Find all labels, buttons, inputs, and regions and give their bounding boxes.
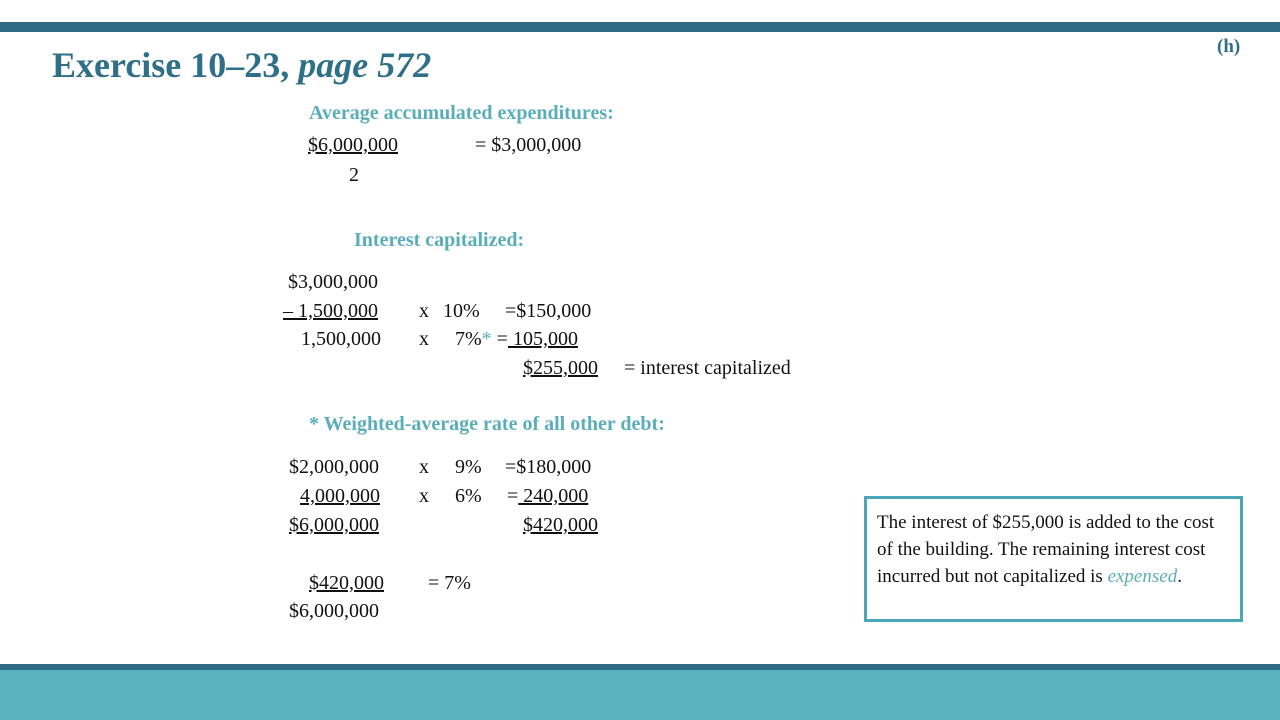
avg-result: = $3,000,000 [475,134,582,156]
wr-row1-amount: $2,000,000 [289,456,379,478]
avg-numerator: $6,000,000 [308,134,398,156]
wr-row2-result: 240,000 [518,485,589,507]
wr-fraction-numerator: $420,000 [309,572,384,594]
ic-row2-star: * [481,328,492,350]
ic-row1-x: x [419,300,429,322]
ic-row1-rate: 10% [443,300,480,322]
wr-row1-rate: 9% [455,456,482,478]
ic-row2-result: 105,000 [507,328,578,350]
wr-row2-x: x [419,485,429,507]
note-box: The interest of $255,000 is added to the cost of the building. The remaining interest cost incurred but not capitalized is expensed. [864,496,1243,622]
wr-row1-x: x [419,456,429,478]
ic-row2-x: x [419,328,429,350]
wr-row1-result: =$180,000 [505,456,592,478]
top-accent-bar [0,22,1280,32]
wr-row2-rate: 6% [455,485,482,507]
wr-fraction-denominator: $6,000,000 [289,600,379,622]
ic-row1-amount: – 1,500,000 [283,300,378,322]
wr-total-amount: $6,000,000 [289,514,379,536]
ic-row1-result: =$150,000 [505,300,592,322]
wr-row2-eq-group: = 240,000 [507,485,589,507]
interest-capitalized-heading: Interest capitalized: [354,229,525,251]
bottom-band [0,670,1280,720]
ic-total: $3,000,000 [288,271,378,293]
wr-fraction-result: = 7% [428,572,471,594]
corner-label: (h) [1217,36,1241,57]
note-emphasis: expensed [1107,566,1178,587]
avg-expenditures-heading: Average accumulated expenditures: [309,102,614,124]
ic-sum-label: = interest capitalized [624,357,791,379]
ic-sum: $255,000 [523,357,598,379]
ic-row2-rate-group: 7%* = 105,000 [455,328,578,350]
ic-row2-amount: 1,500,000 [301,328,381,350]
wr-row2-amount: 4,000,000 [300,485,380,507]
weighted-rate-heading: * Weighted-average rate of all other debt: [309,413,665,435]
slide-title: Exercise 10–23, page 572 [52,45,432,85]
wr-total-interest: $420,000 [523,514,598,536]
avg-denominator: 2 [349,164,359,186]
